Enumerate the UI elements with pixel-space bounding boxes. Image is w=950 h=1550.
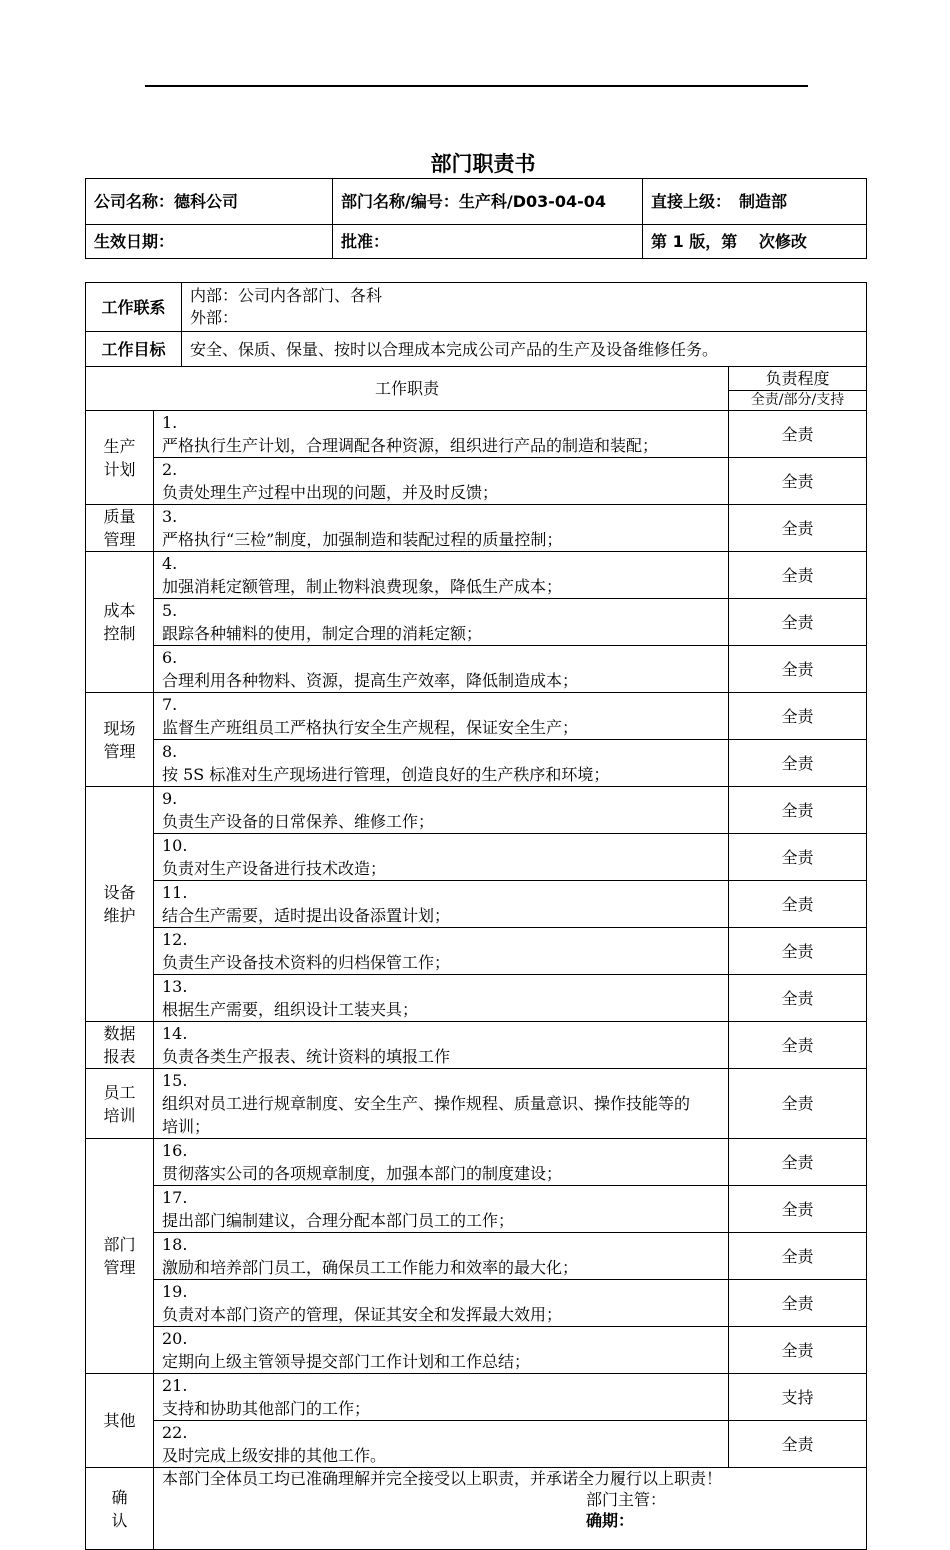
direct-superior: 直接上级： 制造部 bbox=[643, 179, 867, 225]
responsibility-degree: 全责 bbox=[729, 881, 867, 928]
contacts-label: 工作联系 bbox=[86, 283, 182, 332]
duty-cell bbox=[154, 1069, 729, 1139]
duty-row bbox=[86, 1233, 867, 1280]
duty-text: 负责对本部门资产的管理，保证其安全和发挥最大效用； bbox=[162, 1305, 563, 1324]
duty-row bbox=[86, 411, 867, 458]
duty-text: 支持和协助其他部门的工作； bbox=[162, 1399, 371, 1418]
duty-number: 17. bbox=[162, 1188, 188, 1207]
responsibility-degree: 全责 bbox=[729, 1280, 867, 1327]
responsibility-degree: 全责 bbox=[729, 928, 867, 975]
duty-text: 贯彻落实公司的各项规章制度，加强本部门的制度建设； bbox=[162, 1164, 563, 1183]
category-label: 设备维护 bbox=[86, 787, 154, 1022]
duty-number: 21. bbox=[162, 1376, 188, 1395]
duty-number: 15. bbox=[162, 1071, 188, 1090]
duty-row bbox=[86, 1280, 867, 1327]
duty-row bbox=[86, 693, 867, 740]
duty-text: 加强消耗定额管理，制止物料浪费现象，降低生产成本； bbox=[162, 577, 563, 596]
category-label: 部门管理 bbox=[86, 1139, 154, 1374]
department-code: 部门名称/编号：生产科/D03-04-04 bbox=[333, 179, 643, 225]
duty-row bbox=[86, 1374, 867, 1421]
duty-cell bbox=[154, 1327, 729, 1374]
duty-cell bbox=[154, 881, 729, 928]
confirm-row bbox=[86, 1468, 867, 1550]
duty-number: 10. bbox=[162, 836, 188, 855]
responsibility-degree: 全责 bbox=[729, 1421, 867, 1468]
duty-cell bbox=[154, 1233, 729, 1280]
duty-number: 2. bbox=[162, 460, 178, 479]
responsibility-degree: 全责 bbox=[729, 975, 867, 1022]
responsibility-degree: 全责 bbox=[729, 693, 867, 740]
duty-number: 1. bbox=[162, 413, 178, 432]
confirm-date: 确期： bbox=[586, 1511, 635, 1530]
duty-text: 严格执行生产计划，合理调配各种资源，组织进行产品的制造和装配； bbox=[162, 436, 659, 455]
duty-cell bbox=[154, 975, 729, 1022]
company-name: 公司名称：德科公司 bbox=[86, 179, 333, 225]
duty-cell bbox=[154, 599, 729, 646]
responsibility-degree: 全责 bbox=[729, 646, 867, 693]
supervisor-signature: 部门主管： bbox=[586, 1490, 667, 1509]
duty-cell bbox=[154, 693, 729, 740]
duty-text: 负责各类生产报表、统计资料的填报工作 bbox=[162, 1047, 451, 1066]
responsibility-degree: 全责 bbox=[729, 1139, 867, 1186]
category-label: 其他 bbox=[86, 1374, 154, 1468]
degree-header bbox=[729, 367, 867, 411]
duties-header: 工作职责 bbox=[86, 367, 729, 411]
confirm-statement: 本部门全体员工均已准确理解并完全接受以上职责，并承诺全力履行以上职责！ bbox=[162, 1469, 723, 1488]
duty-number: 14. bbox=[162, 1024, 188, 1043]
duty-text: 提出部门编制建议，合理分配本部门员工的工作； bbox=[162, 1211, 515, 1230]
degree-header-title: 负责程度 bbox=[765, 369, 830, 388]
duty-row bbox=[86, 646, 867, 693]
duty-row bbox=[86, 1421, 867, 1468]
duty-number: 12. bbox=[162, 930, 188, 949]
responsibility-degree: 全责 bbox=[729, 599, 867, 646]
category-label: 员工培训 bbox=[86, 1069, 154, 1139]
category-label: 质量管理 bbox=[86, 505, 154, 552]
duty-row bbox=[86, 552, 867, 599]
responsibility-degree: 全责 bbox=[729, 411, 867, 458]
duty-row bbox=[86, 505, 867, 552]
effective-date: 生效日期： bbox=[86, 225, 333, 259]
duty-row bbox=[86, 975, 867, 1022]
responsibility-degree: 全责 bbox=[729, 1327, 867, 1374]
duty-text: 负责处理生产过程中出现的问题，并及时反馈； bbox=[162, 483, 499, 502]
duty-row bbox=[86, 1139, 867, 1186]
contacts-external: 外部： bbox=[190, 308, 239, 327]
duty-number: 18. bbox=[162, 1235, 188, 1254]
duty-row bbox=[86, 1327, 867, 1374]
responsibility-degree: 全责 bbox=[729, 1069, 867, 1139]
duty-number: 16. bbox=[162, 1141, 188, 1160]
responsibility-degree: 全责 bbox=[729, 834, 867, 881]
duty-text: 及时完成上级安排的其他工作。 bbox=[162, 1446, 387, 1465]
duty-cell bbox=[154, 458, 729, 505]
duty-text: 按 5S 标准对生产现场进行管理，创造良好的生产秩序和环境； bbox=[162, 765, 610, 784]
duty-cell bbox=[154, 787, 729, 834]
duty-text: 严格执行“三检”制度，加强制造和装配过程的质量控制； bbox=[162, 530, 563, 549]
duty-text: 跟踪各种辅料的使用，制定合理的消耗定额； bbox=[162, 624, 483, 643]
goal-label: 工作目标 bbox=[86, 332, 182, 367]
duty-text: 组织对员工进行规章制度、安全生产、操作规程、质量意识、操作技能等的培训； bbox=[162, 1094, 691, 1136]
duty-text: 负责生产设备的日常保养、维修工作； bbox=[162, 812, 435, 831]
approval: 批准： bbox=[333, 225, 643, 259]
duty-text: 负责生产设备技术资料的归档保管工作； bbox=[162, 953, 451, 972]
duty-number: 6. bbox=[162, 648, 178, 667]
duty-number: 11. bbox=[162, 883, 188, 902]
responsibility-degree: 全责 bbox=[729, 458, 867, 505]
version: 第 1 版，第 次修改 bbox=[643, 225, 867, 259]
top-rule bbox=[145, 85, 808, 87]
duty-row bbox=[86, 740, 867, 787]
duty-text: 结合生产需要，适时提出设备添置计划； bbox=[162, 906, 451, 925]
duty-cell bbox=[154, 1022, 729, 1069]
duty-cell bbox=[154, 1421, 729, 1468]
duty-cell bbox=[154, 928, 729, 975]
degree-header-options: 全责/部分/支持 bbox=[729, 390, 866, 410]
duty-number: 4. bbox=[162, 554, 178, 573]
duty-cell bbox=[154, 834, 729, 881]
duty-number: 9. bbox=[162, 789, 178, 808]
goal-text: 安全、保质、保量、按时以合理成本完成公司产品的生产及设备维修任务。 bbox=[182, 332, 867, 367]
duty-number: 3. bbox=[162, 507, 178, 526]
confirm-label: 确认 bbox=[86, 1468, 154, 1550]
duty-cell bbox=[154, 1186, 729, 1233]
duty-cell bbox=[154, 646, 729, 693]
duty-text: 根据生产需要，组织设计工装夹具； bbox=[162, 1000, 419, 1019]
category-label: 成本控制 bbox=[86, 552, 154, 693]
responsibility-degree: 全责 bbox=[729, 505, 867, 552]
duty-cell bbox=[154, 552, 729, 599]
responsibility-degree: 全责 bbox=[729, 740, 867, 787]
duty-cell bbox=[154, 1139, 729, 1186]
category-label: 数据报表 bbox=[86, 1022, 154, 1069]
duty-number: 20. bbox=[162, 1329, 188, 1348]
duty-text: 监督生产班组员工严格执行安全生产规程，保证安全生产； bbox=[162, 718, 579, 737]
responsibility-degree: 全责 bbox=[729, 552, 867, 599]
duty-cell bbox=[154, 1374, 729, 1421]
category-label: 生产计划 bbox=[86, 411, 154, 505]
duty-text: 激励和培养部门员工，确保员工工作能力和效率的最大化； bbox=[162, 1258, 579, 1277]
duty-number: 22. bbox=[162, 1423, 188, 1442]
duty-row bbox=[86, 458, 867, 505]
duty-text: 合理利用各种物料、资源，提高生产效率，降低制造成本； bbox=[162, 671, 579, 690]
responsibility-degree: 全责 bbox=[729, 787, 867, 834]
duty-cell bbox=[154, 411, 729, 458]
duty-number: 8. bbox=[162, 742, 178, 761]
duties-table bbox=[85, 282, 867, 1550]
header-table bbox=[85, 178, 867, 259]
responsibility-degree: 全责 bbox=[729, 1022, 867, 1069]
duty-cell bbox=[154, 740, 729, 787]
duty-row bbox=[86, 881, 867, 928]
duty-row bbox=[86, 1022, 867, 1069]
duty-number: 5. bbox=[162, 601, 178, 620]
document-title: 部门职责书 bbox=[430, 152, 536, 176]
responsibility-degree: 支持 bbox=[729, 1374, 867, 1421]
contacts-internal: 内部：公司内各部门、各科 bbox=[190, 286, 383, 305]
responsibility-degree: 全责 bbox=[729, 1186, 867, 1233]
category-label: 现场管理 bbox=[86, 693, 154, 787]
duty-number: 7. bbox=[162, 695, 178, 714]
duty-cell bbox=[154, 1280, 729, 1327]
duty-text: 定期向上级主管领导提交部门工作计划和工作总结； bbox=[162, 1352, 531, 1371]
duty-row bbox=[86, 834, 867, 881]
responsibility-degree: 全责 bbox=[729, 1233, 867, 1280]
duty-row bbox=[86, 1186, 867, 1233]
duty-row bbox=[86, 787, 867, 834]
duty-row bbox=[86, 599, 867, 646]
duty-text: 负责对生产设备进行技术改造； bbox=[162, 859, 387, 878]
duty-number: 19. bbox=[162, 1282, 188, 1301]
duty-row bbox=[86, 1069, 867, 1139]
duty-row bbox=[86, 928, 867, 975]
duty-cell bbox=[154, 505, 729, 552]
duty-number: 13. bbox=[162, 977, 188, 996]
